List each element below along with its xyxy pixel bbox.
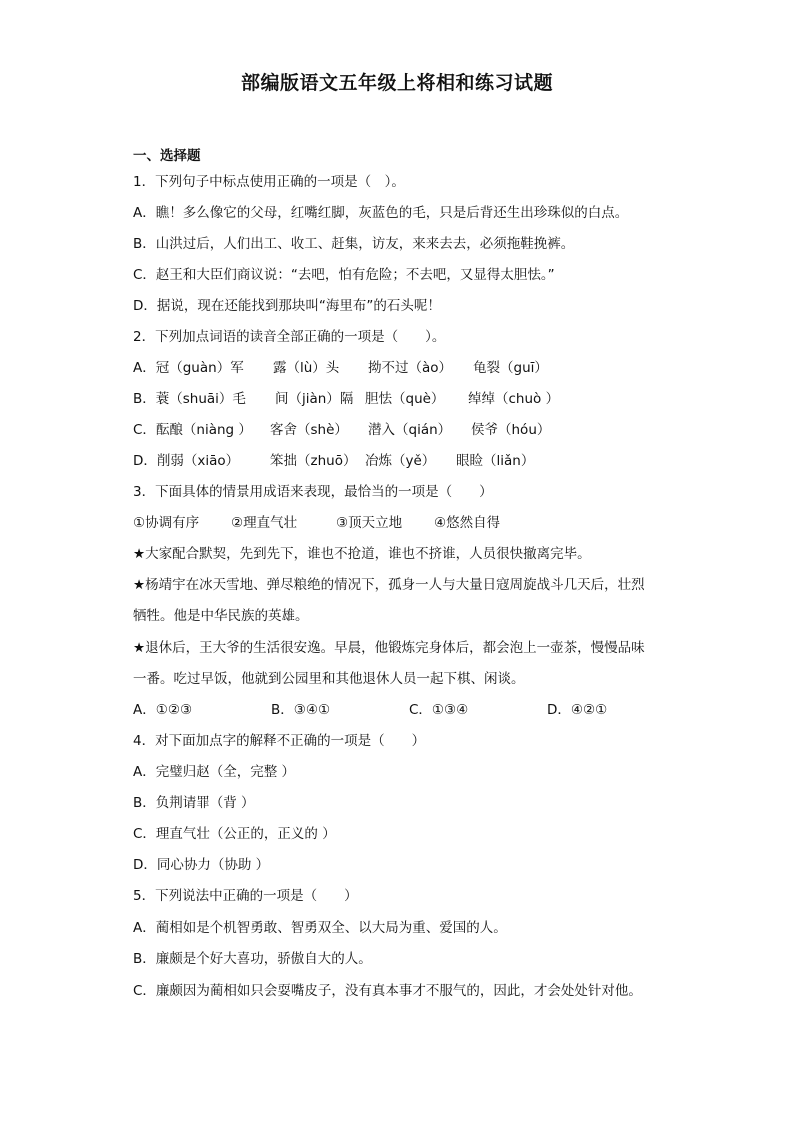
q3-scenario-3-line-2: 一番。吃过早饭，他就到公园里和其他退休人员一起下棋、闲谈。: [133, 671, 525, 687]
q2-b-word-1: B．蓑（shuāi）毛: [133, 391, 246, 407]
q4-option-c: C．理直气壮（公正的，正义的 ）: [133, 826, 336, 842]
q2-a-word-1: A．冠（guàn）军: [133, 360, 244, 376]
page-title: 部编版语文五年级上将相和练习试题: [240, 72, 553, 94]
q4-stem: 4．对下面加点字的解释不正确的一项是（ ）: [133, 733, 426, 749]
q4-option-b: B．负荆请罪（背 ）: [133, 795, 255, 811]
q5-stem: 5．下列说法中正确的一项是（ ）: [133, 888, 358, 904]
q1-option-d: D．据说，现在还能找到那块叫“海里布”的石头呢！: [133, 298, 441, 314]
q3-idiom-4: ④悠然自得: [434, 515, 501, 531]
section-heading: 一、选择题: [133, 148, 201, 164]
q5-option-b: B．廉颇是个好大喜功，骄傲自大的人。: [133, 951, 372, 967]
q2-d-word-3: 冶炼（yě）: [365, 453, 436, 469]
q1-option-c: C．赵王和大臣们商议说：“去吧，怕有危险；不去吧，又显得太胆怯。”: [133, 267, 555, 283]
q3-scenario-3-line-1: ★退休后，王大爷的生活很安逸。早晨，他锻炼完身体后，都会泡上一壶茶，慢慢品味: [133, 640, 645, 656]
q2-c-word-2: 客舍（shè）: [270, 422, 348, 438]
q1-option-b: B．山洪过后，人们出工、收工、赶集，访友，来来去去，必须拖鞋挽裤。: [133, 236, 575, 252]
q3-scenario-1: ★大家配合默契，先到先下，谁也不抢道，谁也不挤谁，人员很快撤离完毕。: [133, 546, 591, 562]
q2-d-word-1: D．削弱（xiāo）: [133, 453, 240, 469]
q3-scenario-2-line-1: ★杨靖宇在冰天雪地、弹尽粮绝的情况下，孤身一人与大量日寇周旋战斗几天后，壮烈: [133, 577, 645, 593]
q2-d-word-2: 笨拙（zhuō）: [270, 453, 357, 469]
q2-a-word-3: 拗不过（ào）: [368, 360, 453, 376]
q3-scenario-2-line-2: 牺牲。他是中华民族的英雄。: [133, 608, 309, 624]
q3-idiom-2: ②理直气壮: [231, 515, 298, 531]
q3-stem: 3．下面具体的情景用成语来表现，最恰当的一项是（ ）: [133, 484, 493, 500]
q4-option-d: D．同心协力（协助 ）: [133, 857, 270, 873]
q3-option-d: D．④②①: [547, 702, 608, 718]
q1-option-a: A．瞧！多么像它的父母，红嘴红脚，灰蓝色的毛，只是后背还生出珍珠似的白点。: [133, 205, 629, 221]
q2-c-word-3: 潜入（qián）: [368, 422, 452, 438]
q2-c-word-4: 侯爷（hóu）: [471, 422, 551, 438]
q2-d-word-4: 眼睑（liǎn）: [456, 453, 535, 469]
q3-option-a: A．①②③: [133, 702, 193, 718]
q3-option-b: B．③④①: [271, 702, 331, 718]
q4-option-a: A．完璧归赵（全，完整 ）: [133, 764, 296, 780]
q2-b-word-4: 绰绰（chuò ）: [468, 391, 560, 407]
q3-option-c: C．①③④: [409, 702, 469, 718]
q5-option-c: C．廉颇因为蔺相如只会耍嘴皮子，没有真本事才不服气的，因此，才会处处针对他。: [133, 983, 642, 999]
q3-idiom-3: ③顶天立地: [336, 515, 403, 531]
q3-idiom-1: ①协调有序: [133, 515, 200, 531]
q2-b-word-2: 间（jiàn）隔: [275, 391, 354, 407]
q5-option-a: A．蔺相如是个机智勇敢、智勇双全、以大局为重、爱国的人。: [133, 920, 507, 936]
q2-b-word-3: 胆怯（què）: [365, 391, 445, 407]
q2-stem: 2．下列加点词语的读音全部正确的一项是（ ）。: [133, 329, 446, 345]
q2-c-word-1: C．酝酿（niàng ）: [133, 422, 252, 438]
q2-a-word-2: 露（lù）头: [273, 360, 340, 376]
q2-a-word-4: 龟裂（guī）: [473, 360, 548, 376]
q1-stem: 1．下列句子中标点使用正确的一项是（ ）。: [133, 174, 405, 190]
